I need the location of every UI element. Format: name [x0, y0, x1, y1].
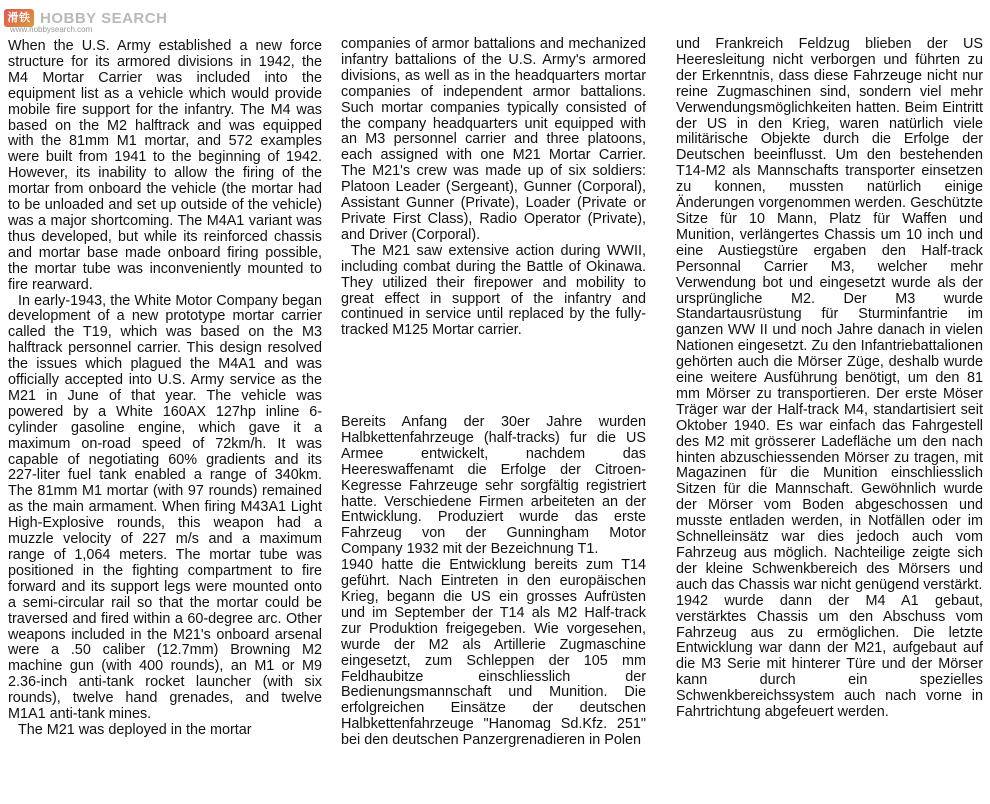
english-paragraph-4: companies of armor battalions and mechanized infantry battalions of the U.S. Army's armored divisions, as well as in the headquarters mortar companies of independent armor battalions. Such mortar companies typically consisted of the company headquarters unit equipped with an M3 personnel carrier and three platoons, each assigned with one M21 Mortar Carrier. The M21's crew was made up of six soldiers: Platoon Leader (Sergeant), Gunner (Corporal), Assistant Gunner (Private), Loader (Private or Private First Class), Radio Operator (Private), and Driver (Corporal). — [341, 36, 646, 243]
english-paragraph-1: When the U.S. Army established a new force structure for its armored divisions in 1942, the M4 Mortar Carrier was included into the equipment list as a vehicle which would provide mobile fire support for the infantry. The M4 was based on the M2 halftrack and was equipped with the 81mm M1 mortar, and 572 examples were built from 1941 to the beginning of 1942. However, its inability to allow the firing of the mortar from onboard the vehicle (the mortar had to be unloaded and set up outside of the vehicle) was a major shortcoming. The M4A1 variant was thus developed, but while its reinforced chassis and mortar base made onboard firing possible, the mortar tube was inconveniently mounted to fire rearward. — [8, 38, 322, 293]
german-paragraph-1: Bereits Anfang der 30er Jahre wurden Halbkettenfahrzeuge (half-tracks) fur die US Armee entwickelt, nachdem das Heereswaffenamt die Erfolge der Citroen-Kegresse Fahrzeuge sehr sorgfältig registriert hatte. Verschiedene Firmen arbeiteten an der Entwicklung. Produziert wurde das erste Fahrzeug von der Gunningham Motor Company 1932 mit der Bezeichnung T1. — [341, 414, 646, 558]
english-paragraph-5: The M21 saw extensive action during WWII, including combat during the Battle of Okinawa. They utilized their firepower and mobility to great effect in support of the infantry and continued in service until replaced by the fully-tracked M125 Mortar carrier. — [341, 242, 646, 339]
german-column-1 — [341, 415, 646, 749]
german-paragraph-3: und Frankreich Feldzug blieben der US Heeresleitung nicht verborgen und führten zu der Erkenntnis, dass diese Fahrzeuge nicht nur reine Zugmaschinen sind, sondern viel mehr Verwendungsmöglichkeiten hatten. Beim Eintritt der US in den Krieg, waren natürlich viele militärische Objekte durch die Erfolge der Deutschen beeinflusst. Um den bestehenden T14-M2 als Mannschafts transporter einsetzen zu konnen, mussten natürlich einige Änderungen vorgenommen werden. Geschützte Sitze für 10 Mann, Platz für Waffen und Munition, verlängertes Chassis um 10 inch und eine Austiegstüre ergaben den Half-track Personnal Carrier M3, welcher mehr Verwendung bot und eingesetzt wurde als der ursprüngliche M2. Der M3 wurde Standartausrüstung für Sturminfantrie im ganzen WW II und noch Jahre danach in vielen Nationen eingesetzt. Zu den Infantriebattalionen gehörten auch die Mörser Züge, deshalb wurde eine weitere Ausführung benötigt, um den 81 mm Mörser zu transportieren. Der erste Möser Träger war der Half-track M4, standartisiert seit Oktober 1940. Es war einfach das Fahrgestell des M2 mit grösserer Ladefläche um den nach hinten abzuschiessenden Mörser zu tragen, mit Magazinen für die Munition einschliesslich Sitzen für die Mannschaft. Gewöhnlich wurde der Mörser vom Boden abgeschossen und musste entladen werden, in Notfällen oder im Schnelleinsätz war dies jedoch auch vom Fahrzeug aus möglich. Nachteilige zeigte sich der kleine Schwenkbereich des Mörsers und auch das Chassis war nicht genügend verstärkt. — [676, 36, 983, 593]
english-paragraph-3: The M21 was deployed in the mortar — [18, 721, 252, 738]
german-paragraph-2: 1940 hatte die Entwicklung bereits zum T14 geführt. Nach Eintreten in den europäischen Krieg, begann die US ein grosses Aufrüsten und im September der T14 als M2 Half-track zur Produktion freigegeben. Wie vorgesehen, wurde der M2 als Artillerie Zugmaschine eingesetzt, zum Schleppen der 105 mm Feldhaubitze einschliesslich der Bedienungsmannschaft und Munition. Die erfolgreichen Einsätze der deutschen Halbkettenfahrzeuge "Hanomag Sd.Kfz. 251" bei den deutschen Panzergrenadieren in Polen — [341, 557, 646, 749]
german-column-2 — [676, 37, 983, 721]
english-paragraph-2: In early-1943, the White Motor Company began development of a new prototype mortar carrier called the T19, which was based on the M3 halftrack personnel carrier. This design resolved the issues which plagued the M4A1 and was officially accepted into U.S. Army service as the M21 in June of that year. The vehicle was powered by a White 160AX 127hp inline 6-cylinder gasoline engine, which gave it a maximum on-road speed of 72km/h. It was capable of negotiating 60% gradients and its 227-liter fuel tank enabled a range of 340km. The 81mm M1 mortar (with 97 rounds) remained as the main armament. When firing M43A1 Light High-Explosive rounds, this weapon had a muzzle velocity of 227 m/s and a maximum range of 1,064 meters. The mortar tube was positioned in the fighting compartment to fire forward and its support legs were mounted onto a semi-circular rail so that the mortar could be traversed and fired within a 60-degree arc. Other weapons included in the M21's onboard arsenal were a .50 caliber (12.7mm) Browning M2 machine gun (with 400 rounds), an M1 or M9 2.36-inch anti-tank rocket launcher (with six rounds), twelve hand grenades, and twelve M1A1 anti-tank mines. — [8, 292, 322, 723]
english-column-1 — [8, 39, 322, 739]
watermark-logo: 滑铁 — [4, 9, 34, 27]
english-column-2 — [341, 37, 646, 339]
watermark-url: www.hobbysearch.com — [10, 25, 93, 34]
watermark-text: HOBBY SEARCH — [40, 9, 168, 27]
watermark — [4, 3, 167, 33]
german-paragraph-4: 1942 wurde dann der M4 A1 gebaut, verstärktes Chassis um den Abschuss vom Fahrzeug aus zu ermöglichen. Die letzte Entwicklung war dann der M21, aufgebaut auf die M3 Serie mit hinterer Türe und der Mörser kann durch ein spezielles Schwenkbereichssystem auch nach vorne in Fahrtrichtung abgefeuert werden. — [676, 592, 983, 721]
